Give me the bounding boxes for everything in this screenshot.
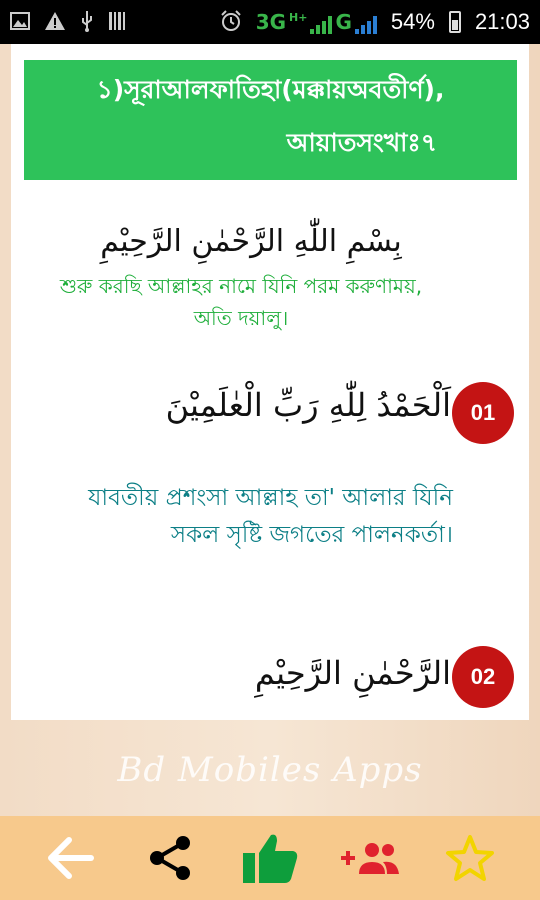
network-subtype: H+ [289, 11, 308, 24]
star-icon [445, 834, 495, 882]
add-group-icon [339, 838, 401, 878]
barcode-icon [108, 11, 126, 34]
verse-2-arabic: الرَّحْمٰنِ الرَّحِيْمِ [254, 654, 451, 692]
add-group-button[interactable] [335, 823, 405, 893]
clock: 21:03 [474, 9, 530, 34]
bismillah-translation: শুরু করছি আল্লাহর নামে যিনি পরম করুণাময়, অতি দয়ালু। [59, 274, 423, 330]
surah-title-box [24, 60, 517, 180]
warning-icon [44, 11, 66, 34]
signal-bars-icon-2 [355, 14, 377, 34]
favorite-button[interactable] [435, 823, 505, 893]
back-arrow-icon [45, 836, 95, 880]
verse-1-arabic: اَلْحَمْدُ لِلّٰهِ رَبِّ الْعٰلَمِيْنَ [165, 386, 451, 424]
like-button[interactable] [235, 823, 305, 893]
share-icon [146, 834, 194, 882]
usb-icon [80, 10, 94, 35]
bottom-toolbar [0, 816, 540, 900]
network-type: 3G [255, 10, 287, 34]
alarm-icon [220, 10, 242, 35]
share-button[interactable] [135, 823, 205, 893]
status-bar-right [220, 9, 530, 35]
content-card[interactable] [11, 44, 529, 720]
signal-bars-icon [310, 14, 332, 34]
verse-1-translation: যাবতীয় প্রশংসা আল্লাহ তা' আলার যিনি সকল সৃষ্টি জগতের পালনকর্তা। [88, 485, 453, 548]
battery-percent: 54% [390, 9, 435, 34]
status-bar [0, 0, 540, 44]
verse-2-number-badge: 02 [452, 646, 514, 708]
status-bar-left [10, 10, 126, 35]
battery-icon [449, 11, 461, 33]
network-indicator [256, 10, 377, 34]
image-icon [10, 12, 30, 33]
surah-title: ১)সূরাআলফাতিহা(মক্কায়অবতীর্ণ), [96, 75, 445, 105]
watermark-text: Bd Mobiles Apps [117, 750, 423, 790]
network-type-2: G [335, 10, 352, 34]
back-button[interactable] [35, 823, 105, 893]
thumbs-up-icon [241, 831, 299, 885]
verse-1-number-badge: 01 [452, 382, 514, 444]
bismillah-arabic: بِسْمِ اللّٰهِ الرَّحْمٰنِ الرَّحِيْمِ [100, 224, 402, 259]
surah-verse-count: আয়াতসংখাঃ৭ [286, 127, 437, 157]
